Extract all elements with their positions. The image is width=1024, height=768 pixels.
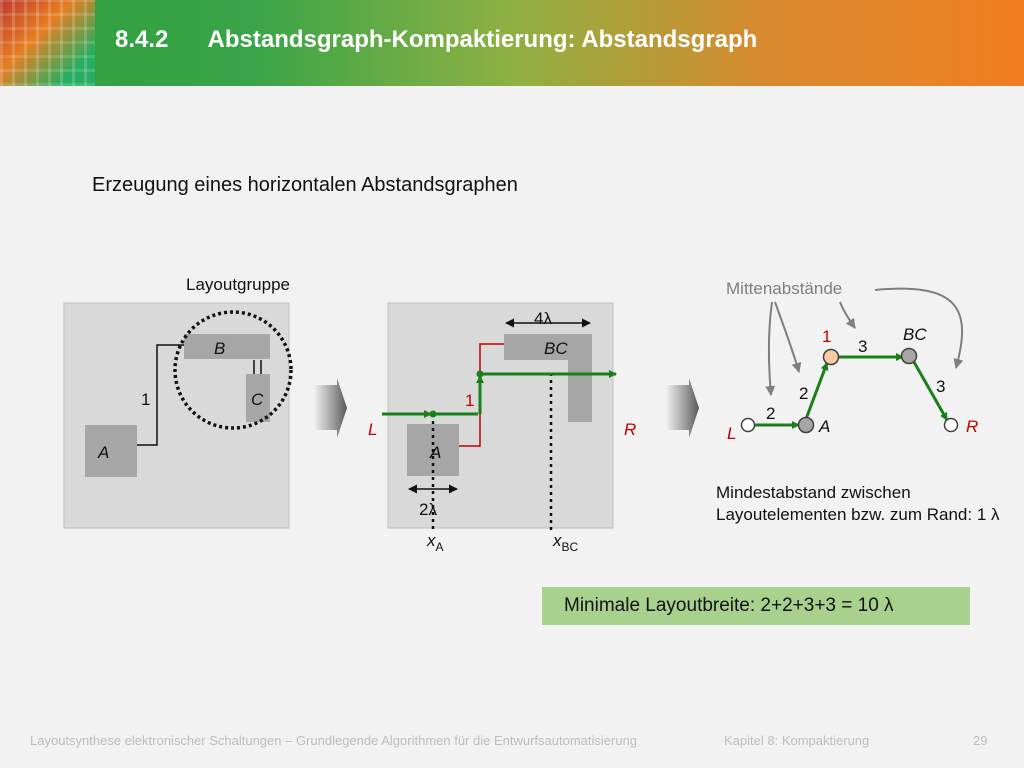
block-a-label: A [98, 443, 110, 462]
block-c-label: C [251, 390, 264, 409]
result-box [542, 587, 970, 625]
block-a-2-label: A [430, 443, 442, 462]
coord-a-label: $x_A$ [427, 531, 444, 554]
result-text: Minimale Layoutbreite: 2+2+3+3 = 10 λ [564, 595, 894, 616]
weight-min: 1 [822, 327, 832, 346]
footer-page-number: 29 [973, 733, 988, 748]
edge-a-dot [430, 411, 437, 418]
callout-arrow-3 [840, 302, 855, 328]
weight-a-bc: 3 [858, 337, 868, 356]
edge-weight-2-label: 1 [465, 391, 475, 410]
panel-merged-layout [368, 303, 636, 554]
block-a [85, 425, 137, 477]
left-boundary-label: L [368, 420, 378, 439]
graph-label-l: L [727, 424, 737, 443]
callout-label: Mittenabstände [726, 279, 843, 298]
footer-chapter: Kapitel 8: Kompaktierung [724, 733, 870, 748]
width-a-label: 2λ [419, 500, 437, 519]
block-bc-label: BC [544, 339, 568, 358]
block-b-label: B [214, 339, 226, 358]
graph-node-r [945, 419, 958, 432]
section-number: 8.4.2 [115, 26, 169, 53]
block-bc-stem [568, 360, 592, 422]
graph-edge-a-top [806, 363, 827, 419]
graph-node-bc [902, 349, 917, 364]
block-b [184, 334, 270, 359]
graph-node-a [799, 418, 814, 433]
graph-label-a: A [819, 417, 831, 436]
transition-arrow-2 [666, 378, 699, 438]
graph-node-junction [824, 350, 839, 365]
edge-junction-dot [477, 371, 484, 378]
panel-layout-group [64, 275, 291, 528]
constraint-graph [726, 279, 978, 443]
weight-a-top: 2 [799, 384, 809, 403]
width-bc-label: 4λ [534, 309, 552, 328]
right-boundary-label: R [624, 420, 637, 439]
callout-arrow-2 [775, 302, 799, 372]
edge-weight-label: 1 [141, 390, 151, 409]
transition-arrow-1 [314, 378, 347, 438]
weight-bc-r: 3 [936, 377, 946, 396]
graph-node-l [742, 419, 755, 432]
callout-arrow-1 [769, 302, 772, 395]
graph-label-bc: BC [903, 325, 927, 344]
graph-label-r: R [966, 417, 979, 436]
coord-bc-label: $x_{BC}$ [553, 531, 579, 554]
title-text: Abstandsgraph-Kompaktierung: Abstandsgraph [207, 26, 758, 53]
footer-course: Layoutsynthese elektronischer Schaltungen – Grundlegende Algorithmen für die Entwurfsautomatisierung [30, 733, 638, 748]
weight-l-a: 2 [766, 404, 776, 423]
group-label: Layoutgruppe [186, 275, 290, 294]
min-spacing-note: Mindestabstand zwischen Layoutelementen bzw. zum Rand: 1 λ [716, 483, 1000, 524]
slide-subtitle: Erzeugung eines horizontalen Abstandsgraphen [92, 174, 518, 196]
